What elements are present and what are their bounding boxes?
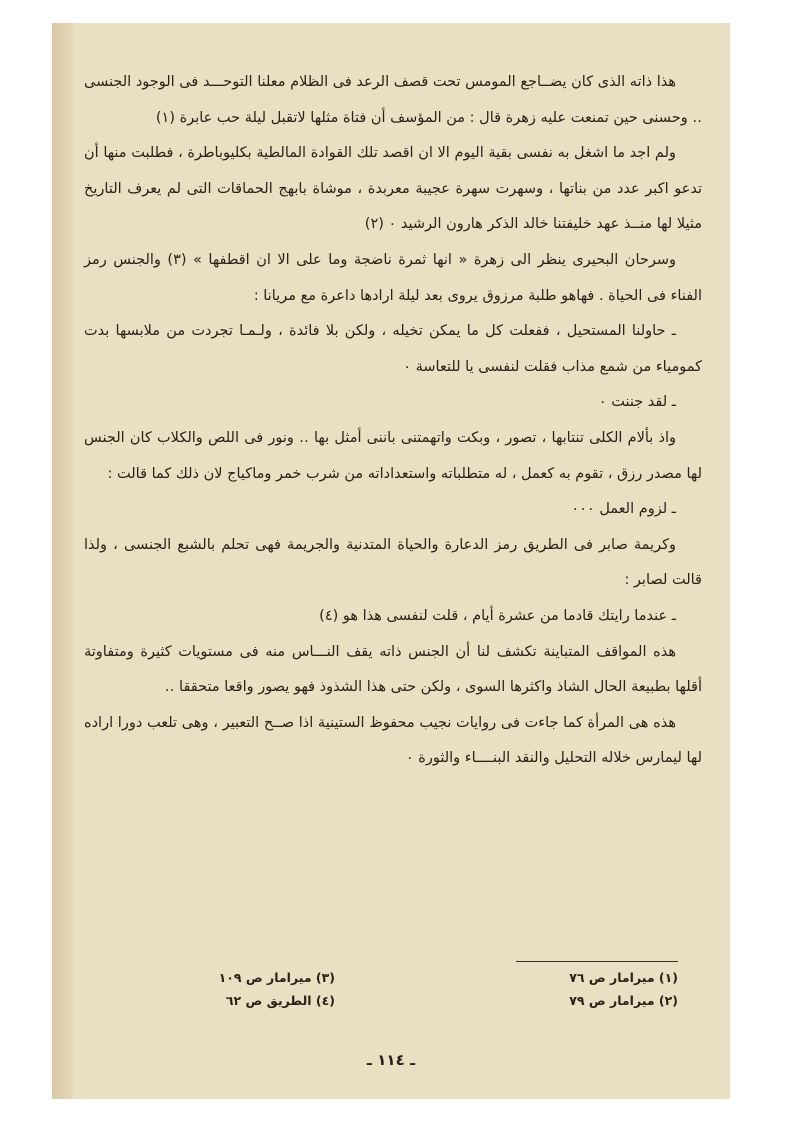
book-page: [52, 23, 730, 1099]
page-spine-shadow: [52, 23, 74, 1099]
paragraph: هذا ذاته الذى كان يضــاجع المومس تحت قصف الرعد فى الظلام معلنا التوحـــد فى الوجود الجنسى ‥ وحسنى حين تمنعت عليه زهرة قال : من المؤسف أن فتاة مثلها لاتقبل ليلة حب عابرة (١): [84, 74, 702, 126]
paragraph: وكريمة صابر فى الطريق رمز الدعارة والحياة المتدنية والجريمة فهى تحلم بالشبع الجنسى ، ولذا قالت لصابر :: [84, 536, 702, 589]
dialog-line: ـ لزوم العمل ٠٠٠: [571, 501, 676, 518]
paragraph: واذ بألام الكلى تنتابها ، تصور ، وبكت واتهمتنى باننى أمثل بها ‥ ونور فى اللص والكلاب كان الجنس لها مصدر رزق ، تقوم به كعمل ، له متطلباته واستعداداته من شرب خمر وماكياج لان ذلك كما قالت :: [84, 429, 702, 482]
footnote: (٢) ميرامار ص ٧٩: [569, 993, 678, 1008]
paragraph: ولم اجد ما اشغل به نفسى بقية اليوم الا ان اقصد تلك القوادة المالطية بكليوباطرة ، فطلبت منها أن تدعو اكبر عدد من بناتها ، وسهرت سهرة عجيبة معربدة ، موشاة بابهج الحماقات التى لم يعرف التاريخ مثيلا لها منــذ عهد خليفتنا خالد الذكر هارون الرشيد ٠ (٢): [84, 145, 702, 233]
footnote: (١) ميرامار ص ٧٦: [569, 970, 678, 985]
dialog-line: ـ حاولنا المستحيل ، ففعلت كل ما يمكن تخيله ، ولكن بلا فائدة ، ولـمـا تجردت من ملابسها بدت كمومياء من شمع مذاب فقلت لنفسى يا للتعاسة ٠: [84, 323, 702, 375]
footnote: (٣) ميرامار ص ١٠٩: [218, 970, 335, 985]
dialog-line: ـ عندما رايتك قادما من عشرة أيام ، قلت لنفسى هذا هو (٤): [319, 607, 676, 624]
footnotes: [112, 970, 678, 1008]
paragraph: هذه المواقف المتباينة تكشف لنا أن الجنس ذاته يقف النـــاس منه فى مستويات كثيرة ومتفاوتة أقلها بطبيعة الحال الشاذ واكثرها السوى ، ولكن حتى هذا الشذوذ فهو يصور واقعا متحققا ‥: [84, 643, 702, 696]
paragraph: هذه هى المرأة كما جاءت فى روايات نجيب محفوظ الستينية اذا صــح التعبير ، وهى تلعب دورا اراده لها ليمارس خلاله التحليل والنقد البنــــاء والثورة ٠: [84, 714, 702, 767]
dialog-line: ـ لقد جننت ٠: [598, 394, 676, 411]
page-number: ـ ١١٤ ـ: [366, 1051, 416, 1069]
paragraph: وسرحان البحيرى ينظر الى زهرة « انها ثمرة ناضجة وما على الا ان اقطفها » (٣) والجنس رمز الفناء فى الحياة . فهاهو طلبة مرزوق يروى بعد ليلة ارادها داعرة مع مريانا :: [84, 251, 702, 304]
footnote-divider: [516, 961, 678, 962]
footnote: (٤) الطريق ص ٦٢: [225, 993, 335, 1008]
page-body-text: [84, 65, 702, 777]
